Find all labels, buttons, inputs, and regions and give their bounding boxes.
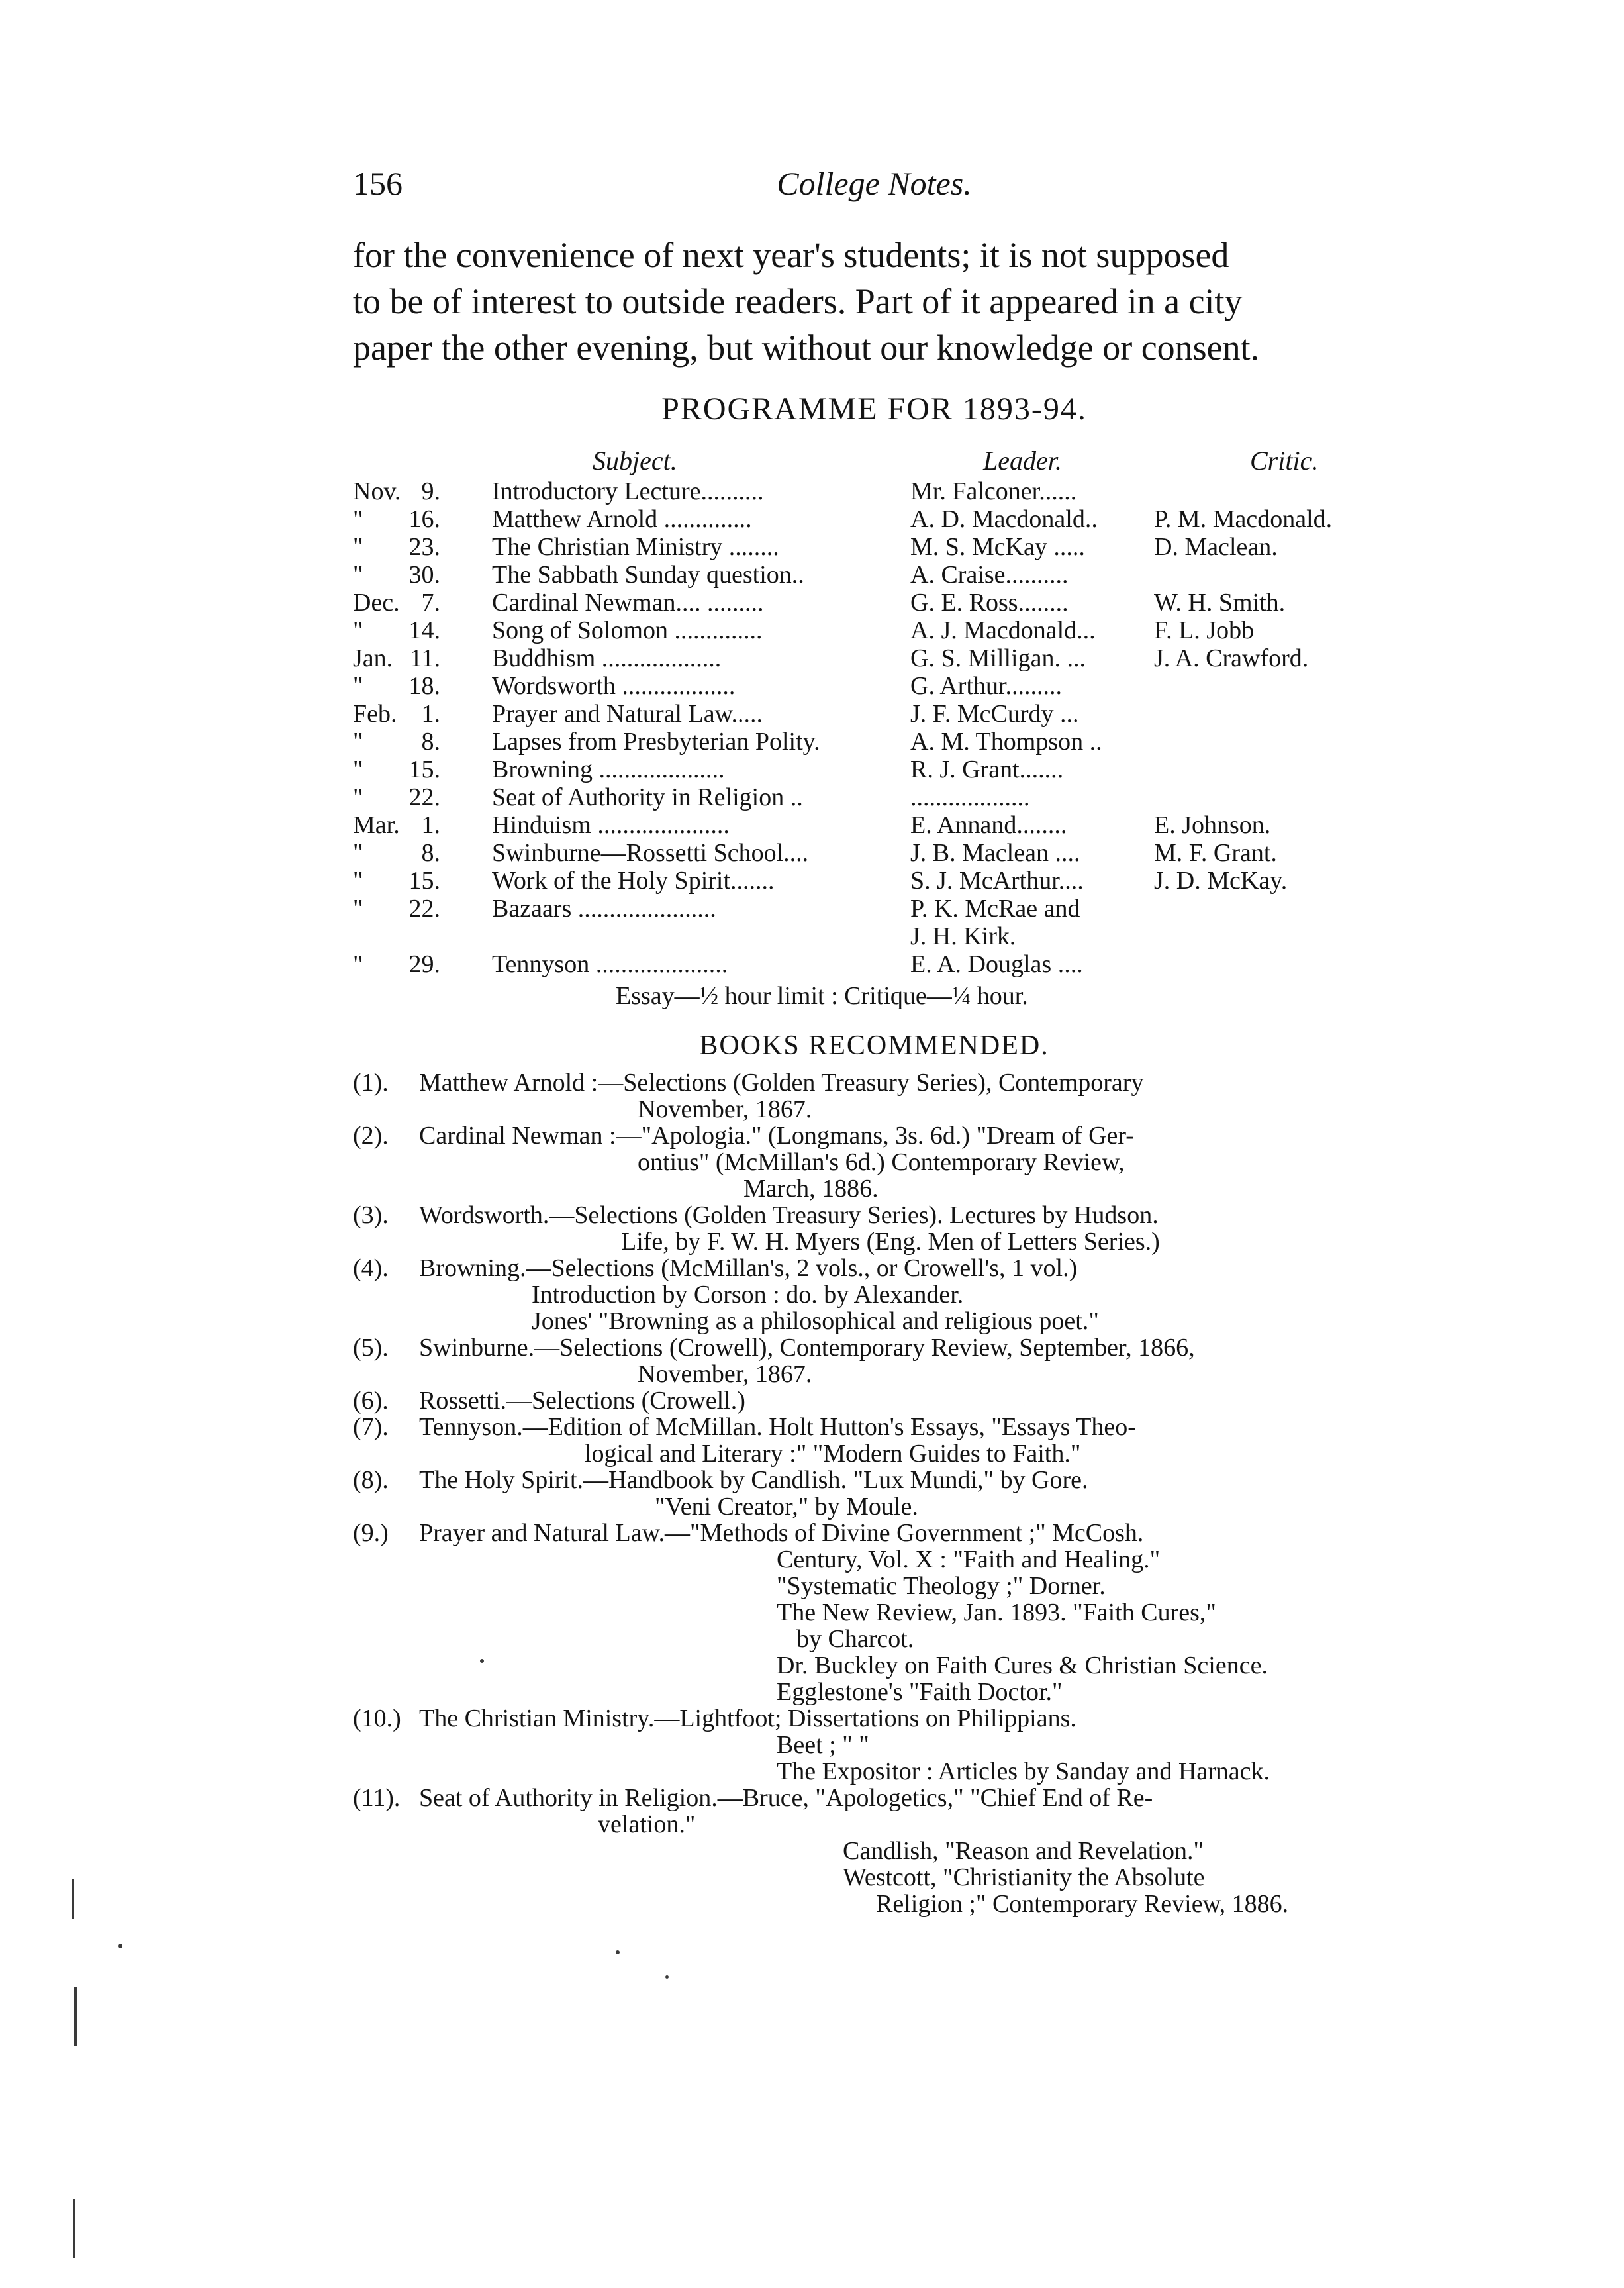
programme-subject: Cardinal Newman.... .........: [492, 589, 764, 617]
programme-row: [353, 840, 1386, 866]
programme-row: [353, 812, 1386, 838]
programme-row: [353, 923, 1386, 950]
book-number: (4).: [353, 1254, 389, 1282]
programme-month: ": [353, 672, 363, 700]
book-entry: [353, 1705, 1399, 1785]
column-head-leader: Leader.: [983, 446, 1062, 475]
book-line: "Veni Creator," by Moule.: [655, 1493, 918, 1520]
programme-row: [353, 506, 1386, 532]
programme-subject: Song of Solomon ..............: [492, 617, 763, 644]
programme-day: 8.: [421, 839, 440, 867]
programme-row: [353, 951, 1386, 977]
book-line: Swinburne.—Selections (Crowell), Contemporary Review, September, 1866,: [419, 1334, 1195, 1362]
book-text: [419, 1520, 1399, 1705]
programme-leader: G. Arthur.........: [910, 672, 1063, 700]
book-entry: [353, 1520, 1399, 1705]
programme-subject: Seat of Authority in Religion ..: [492, 783, 803, 811]
programme-day: 8.: [421, 728, 440, 756]
programme-month: ": [353, 839, 363, 867]
programme-month: Feb.: [353, 700, 397, 728]
book-number: (11).: [353, 1784, 401, 1812]
books-list: [353, 1069, 1399, 1917]
margin-mark: [74, 1987, 77, 2046]
programme-critic: J. D. McKay.: [1154, 867, 1288, 895]
programme-row: [353, 728, 1386, 755]
programme-month: ": [353, 783, 363, 811]
book-line: The New Review, Jan. 1893. "Faith Cures,": [777, 1599, 1216, 1626]
programme-critic: F. L. Jobb: [1154, 617, 1255, 644]
book-number: (3).: [353, 1201, 389, 1229]
book-line: The Christian Ministry.—Lightfoot; Dissertations on Philippians.: [419, 1705, 1076, 1732]
book-line: Introduction by Corson : do. by Alexander.: [532, 1281, 964, 1309]
programme-month: ": [353, 895, 363, 922]
programme-subject: Tennyson .....................: [492, 950, 728, 978]
book-line: Candlish, "Reason and Revelation.": [843, 1837, 1204, 1865]
book-line: "Systematic Theology ;" Dorner.: [777, 1572, 1106, 1600]
book-text: [419, 1414, 1399, 1467]
programme-leader: E. A. Douglas ....: [910, 950, 1083, 978]
programme-subject: The Christian Ministry ........: [492, 533, 779, 561]
intro-line: to be of interest to outside readers. Part of it appeared in a city: [353, 281, 1243, 321]
book-line: Matthew Arnold :—Selections (Golden Treasury Series), Contemporary: [419, 1069, 1144, 1097]
book-line: Tennyson.—Edition of McMillan. Holt Hutton's Essays, "Essays Theo-: [419, 1413, 1136, 1441]
ink-speck: [616, 1950, 620, 1954]
programme-subject: Introductory Lecture..........: [492, 477, 764, 505]
programme-subject: Bazaars ......................: [492, 895, 716, 922]
book-line: The Expositor : Articles by Sanday and Harnack.: [777, 1758, 1270, 1785]
book-number: (1).: [353, 1069, 389, 1097]
intro-paragraph: [353, 232, 1396, 371]
page-number: 156: [353, 165, 403, 202]
programme-month: ": [353, 756, 363, 783]
book-text: [419, 1387, 1399, 1414]
book-text: [419, 1122, 1399, 1202]
programme-day: 1.: [421, 811, 440, 839]
programme-subject: Buddhism ...................: [492, 644, 722, 672]
book-line: Jones' "Browning as a philosophical and religious poet.": [532, 1307, 1099, 1335]
programme-day: 7.: [421, 589, 440, 617]
programme-title: PROGRAMME FOR 1893-94.: [661, 391, 1087, 426]
books-title: BOOKS RECOMMENDED.: [699, 1030, 1049, 1061]
programme-day: 22.: [408, 895, 440, 922]
programme-leader: G. E. Ross........: [910, 589, 1069, 617]
book-line: Browning.—Selections (McMillan's, 2 vols., or Crowell's, 1 vol.): [419, 1254, 1078, 1282]
book-number: (10.): [353, 1705, 401, 1732]
programme-row: [353, 701, 1386, 727]
programme-subject: The Sabbath Sunday question..: [492, 561, 804, 589]
programme-leader: A. Craise..........: [910, 561, 1069, 589]
book-line: Dr. Buckley on Faith Cures & Christian Science.: [777, 1652, 1268, 1679]
book-text: [419, 1705, 1399, 1785]
running-title: College Notes.: [777, 165, 972, 202]
programme-leader: J. F. McCurdy ...: [910, 700, 1079, 728]
programme-month: Jan.: [353, 644, 393, 672]
book-line: Cardinal Newman :—"Apologia." (Longmans, 3s. 6d.) "Dream of Ger-: [419, 1122, 1134, 1150]
book-line: logical and Literary :" "Modern Guides to Faith.": [585, 1440, 1081, 1467]
programme-subject: Wordsworth ..................: [492, 672, 736, 700]
book-entry: [353, 1122, 1399, 1202]
programme-critic: P. M. Macdonald.: [1154, 505, 1333, 533]
book-text: [419, 1255, 1399, 1334]
programme-day: 11.: [409, 644, 440, 672]
programme-row: [353, 756, 1386, 783]
book-number: (9.): [353, 1519, 389, 1547]
programme-critic: J. A. Crawford.: [1154, 644, 1309, 672]
programme-leader: J. H. Kirk.: [910, 922, 1016, 950]
programme-month: ": [353, 561, 363, 589]
book-number: (7).: [353, 1413, 389, 1441]
book-line: Religion ;" Contemporary Review, 1886.: [876, 1890, 1289, 1918]
programme-critic: M. F. Grant.: [1154, 839, 1277, 867]
programme-subject: Swinburne—Rossetti School....: [492, 839, 809, 867]
programme-leader: J. B. Maclean ....: [910, 839, 1080, 867]
programme-row: [353, 478, 1386, 505]
programme-subject: Hinduism .....................: [492, 811, 730, 839]
programme-day: 30.: [408, 561, 440, 589]
book-line: by Charcot.: [796, 1625, 914, 1653]
book-number: (6).: [353, 1387, 389, 1415]
programme-row: [353, 868, 1386, 894]
programme-day: 15.: [408, 867, 440, 895]
programme-leader: R. J. Grant.......: [910, 756, 1064, 783]
book-line: Century, Vol. X : "Faith and Healing.": [777, 1546, 1161, 1573]
programme-critic: W. H. Smith.: [1154, 589, 1286, 617]
programme-subject: Browning ....................: [492, 756, 725, 783]
programme-month: ": [353, 617, 363, 644]
intro-line: for the convenience of next year's students; it is not supposed: [353, 235, 1229, 275]
programme-leader: S. J. McArthur....: [910, 867, 1084, 895]
programme-day: 16.: [408, 505, 440, 533]
programme-leader: ...................: [910, 783, 1030, 811]
page-header: [353, 164, 1396, 211]
programme-day: 15.: [408, 756, 440, 783]
book-entry: [353, 1785, 1399, 1917]
programme-row: [353, 617, 1386, 644]
book-text: [419, 1069, 1399, 1122]
book-line: Beet ; " ": [777, 1731, 869, 1759]
programme-leader: G. S. Milligan. ...: [910, 644, 1086, 672]
programme-day: 9.: [421, 477, 440, 505]
programme-leader: A. J. Macdonald...: [910, 617, 1096, 644]
programme-row: [353, 562, 1386, 588]
book-line: velation.": [598, 1811, 696, 1838]
book-entry: [353, 1467, 1399, 1520]
book-number: (5).: [353, 1334, 389, 1362]
programme-day: 18.: [408, 672, 440, 700]
programme-month: ": [353, 533, 363, 561]
book-text: [419, 1785, 1399, 1917]
programme-subject: Lapses from Presbyterian Polity.: [492, 728, 820, 756]
programme-leader: P. K. McRae and: [910, 895, 1080, 922]
book-entry: [353, 1255, 1399, 1334]
programme-subject: Prayer and Natural Law.....: [492, 700, 763, 728]
programme-row: [353, 784, 1386, 811]
programme-row: [353, 895, 1386, 922]
programme-leader: E. Annand........: [910, 811, 1067, 839]
book-line: Wordsworth.—Selections (Golden Treasury Series). Lectures by Hudson.: [419, 1201, 1159, 1229]
programme-subject: Matthew Arnold ..............: [492, 505, 752, 533]
programme-note: Essay—½ hour limit : Critique—¼ hour.: [616, 982, 1028, 1010]
margin-mark: [73, 2199, 75, 2258]
programme-leader: Mr. Falconer......: [910, 477, 1077, 505]
programme-month: Nov.: [353, 477, 401, 505]
programme-month: ": [353, 728, 363, 756]
programme-subject: Work of the Holy Spirit.......: [492, 867, 775, 895]
margin-mark: [72, 1879, 74, 1919]
column-head-critic: Critic.: [1250, 446, 1319, 475]
book-line: November, 1867.: [638, 1360, 812, 1388]
programme-month: ": [353, 505, 363, 533]
programme-day: 29.: [408, 950, 440, 978]
book-line: Seat of Authority in Religion.—Bruce, "Apologetics," "Chief End of Re-: [419, 1784, 1153, 1812]
programme-critic: D. Maclean.: [1154, 533, 1278, 561]
ink-speck: [480, 1659, 484, 1663]
programme-critic: E. Johnson.: [1154, 811, 1271, 839]
programme-month: Dec.: [353, 589, 400, 617]
book-line: March, 1886.: [743, 1175, 879, 1203]
book-line: Egglestone's "Faith Doctor.": [777, 1678, 1063, 1706]
book-text: [419, 1202, 1399, 1255]
ink-speck: [665, 1975, 669, 1979]
programme-row: [353, 673, 1386, 699]
book-entry: [353, 1334, 1399, 1387]
column-head-subject: Subject.: [593, 446, 677, 475]
book-text: [419, 1334, 1399, 1387]
programme-row: [353, 589, 1386, 616]
programme-row: [353, 534, 1386, 560]
programme-day: 22.: [408, 783, 440, 811]
book-entry: [353, 1069, 1399, 1122]
programme-day: 1.: [421, 700, 440, 728]
book-entry: [353, 1414, 1399, 1467]
book-number: (8).: [353, 1466, 389, 1494]
book-line: Prayer and Natural Law.—"Methods of Divine Government ;" McCosh.: [419, 1519, 1144, 1547]
programme-day: 14.: [408, 617, 440, 644]
programme-month: ": [353, 950, 363, 978]
book-entry: [353, 1202, 1399, 1255]
book-line: Westcott, "Christianity the Absolute: [843, 1864, 1205, 1891]
programme-leader: A. D. Macdonald..: [910, 505, 1098, 533]
intro-line: paper the other evening, but without our knowledge or consent.: [353, 328, 1260, 368]
book-number: (2).: [353, 1122, 389, 1150]
programme-month: ": [353, 867, 363, 895]
book-line: The Holy Spirit.—Handbook by Candlish. "Lux Mundi," by Gore.: [419, 1466, 1088, 1494]
book-line: November, 1867.: [638, 1095, 812, 1123]
programme-day: 23.: [408, 533, 440, 561]
programme-row: [353, 645, 1386, 671]
programme-month: Mar.: [353, 811, 400, 839]
book-text: [419, 1467, 1399, 1520]
programme-leader: M. S. McKay .....: [910, 533, 1085, 561]
book-line: ontius" (McMillan's 6d.) Contemporary Review,: [638, 1148, 1125, 1176]
programme-leader: A. M. Thompson ..: [910, 728, 1102, 756]
ink-speck: [118, 1944, 122, 1948]
book-entry: [353, 1387, 1399, 1414]
book-line: Rossetti.—Selections (Crowell.): [419, 1387, 745, 1415]
book-line: Life, by F. W. H. Myers (Eng. Men of Letters Series.): [621, 1228, 1160, 1256]
